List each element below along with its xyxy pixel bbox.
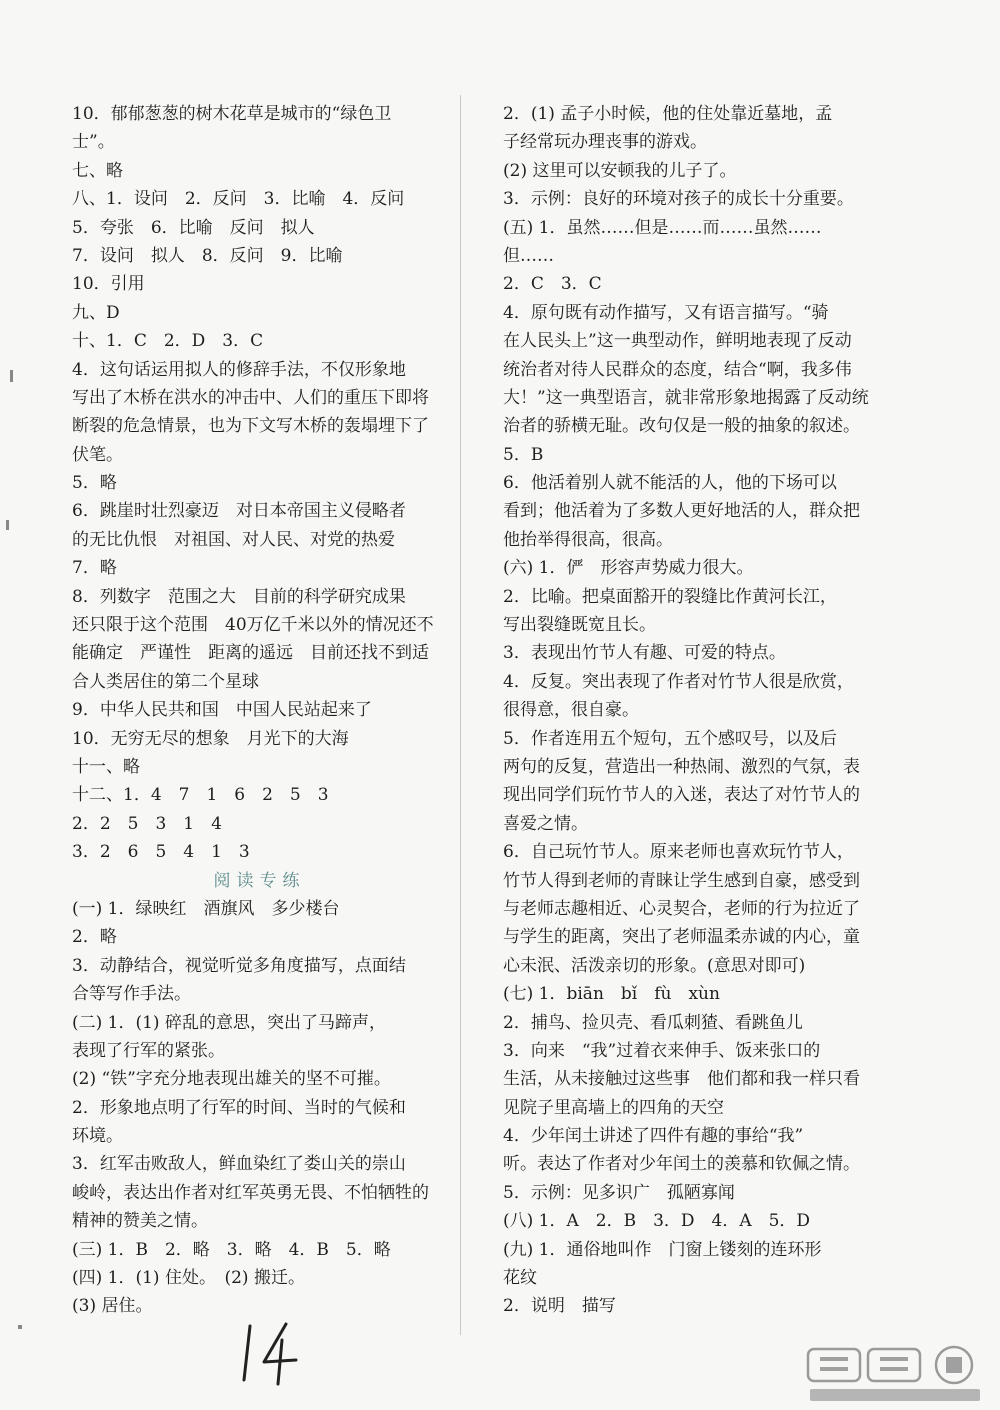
answer-line: 见院子里高墙上的四角的天空 xyxy=(503,1097,724,1118)
answer-line: (五) 1．虽然……但是……而……虽然…… xyxy=(503,217,822,238)
answer-line: 3．动静结合，视觉听觉多角度描写，点面结 xyxy=(72,955,406,976)
answer-line: 伏笔。 xyxy=(72,444,123,465)
answer-line: 4．这句话运用拟人的修辞手法，不仅形象地 xyxy=(72,359,406,380)
answer-line: 2．捕鸟、捡贝壳、看瓜刺猹、看跳鱼儿 xyxy=(503,1012,803,1033)
answer-line: 5．示例：见多识广 孤陋寡闻 xyxy=(503,1182,735,1203)
answer-line: 2．说明 描写 xyxy=(503,1296,616,1317)
answer-line: 4．反复。突出表现了作者对竹节人很是欣赏， xyxy=(503,671,854,692)
answer-line: 但…… xyxy=(503,245,554,266)
answer-line: 治者的骄横无耻。改句仅是一般的抽象的叙述。 xyxy=(503,416,860,437)
answer-line: 写出裂缝既宽且长。 xyxy=(503,615,656,636)
answer-line: 2．形象地点明了行军的时间、当时的气候和 xyxy=(72,1097,406,1118)
answer-line: 2．略 xyxy=(72,927,117,948)
answer-line: 在人民头上”这一典型动作，鲜明地表现了反动 xyxy=(503,331,852,352)
answer-line: 3．表现出竹节人有趣、可爱的特点。 xyxy=(503,643,786,664)
answer-line: 生活，从未接触过这些事 他们都和我一样只看 xyxy=(503,1069,860,1090)
answer-line: (3) 居住。 xyxy=(72,1296,153,1317)
scan-mark xyxy=(10,370,13,382)
answer-line: 精神的赞美之情。 xyxy=(72,1211,208,1232)
answer-line: (三) 1．B 2．略 3．略 4．B 5．略 xyxy=(72,1239,391,1260)
answer-line: 5．B xyxy=(503,444,544,465)
answer-line: 3．示例：良好的环境对孩子的成长十分重要。 xyxy=(503,189,854,210)
handwritten-page-number xyxy=(238,1318,308,1388)
answer-line: 两句的反复，营造出一种热闹、激烈的气氛，表 xyxy=(503,756,860,777)
answer-line: 环境。 xyxy=(72,1126,123,1147)
answer-line: 能确定 严谨性 距离的遥远 目前还找不到适 xyxy=(72,643,429,664)
answer-line: 6．跳崖时壮烈豪迈 对日本帝国主义侵略者 xyxy=(72,501,406,522)
right-column xyxy=(503,100,883,1321)
answer-line: 3．红军击败敌人，鲜血染红了娄山关的崇山 xyxy=(72,1154,406,1175)
answer-line: 与学生的距离，突出了老师温柔赤诚的内心，童 xyxy=(503,927,860,948)
answer-line: 统治者对待人民群众的态度，结合“啊，我多伟 xyxy=(503,359,852,380)
answer-line: 断裂的危急情景，也为下文写木桥的轰塌埋下了 xyxy=(72,416,429,437)
answer-line: (九) 1．通俗地叫作 门窗上镂刻的连环形 xyxy=(503,1239,822,1260)
answer-line: 他抬举得很高，很高。 xyxy=(503,529,673,550)
answer-line: 七、略 xyxy=(72,160,123,181)
answer-line: 心未泯、活泼亲切的形象。(意思对即可) xyxy=(503,955,806,976)
answer-line: 5．夸张 6．比喻 反问 拟人 xyxy=(72,217,315,238)
answer-line: (四) 1．(1) 住处。 (2) 搬迁。 xyxy=(72,1268,305,1289)
answer-line: 4．原句既有动作描写，又有语言描写。“骑 xyxy=(503,302,829,323)
answer-line: 6．他活着别人就不能活的人，他的下场可以 xyxy=(503,473,837,494)
answer-line: 6．自己玩竹节人。原来老师也喜欢玩竹节人， xyxy=(503,842,854,863)
answer-line: 9．中华人民共和国 中国人民站起来了 xyxy=(72,700,372,721)
answer-line: 十、1．C 2．D 3．C xyxy=(72,331,264,352)
answer-line: 十二、1．4 7 1 6 2 5 3 xyxy=(72,785,329,806)
answer-line: 表现了行军的紧张。 xyxy=(72,1040,225,1061)
scan-mark xyxy=(6,520,9,530)
answer-line: 10．无穷无尽的想象 月光下的大海 xyxy=(72,728,349,749)
answer-line: 合等写作手法。 xyxy=(72,984,191,1005)
answer-line: (八) 1．A 2．B 3．D 4．A 5．D xyxy=(503,1211,811,1232)
answer-line: 看到；他活着为了多数人更好地活的人，群众把 xyxy=(503,501,860,522)
answer-line: 3．向来 “我”过着衣来伸手、饭来张口的 xyxy=(503,1040,821,1061)
answer-line: 峻岭，表达出作者对红军英勇无畏、不怕牺牲的 xyxy=(72,1182,429,1203)
answer-line: 子经常玩办理丧事的游戏。 xyxy=(503,132,707,153)
column-divider xyxy=(460,95,461,1335)
answer-line: 4．少年闰土讲述了四件有趣的事给“我” xyxy=(503,1126,804,1147)
answer-line: (六) 1．俨 形容声势威力很大。 xyxy=(503,558,754,579)
answer-line: 十一、略 xyxy=(72,756,140,777)
answer-line: 大！”这一典型语言，就非常形象地揭露了反动统 xyxy=(503,387,869,408)
answer-line: 现出同学们玩竹节人的入迷，表达了对竹节人的 xyxy=(503,785,860,806)
answer-line: 7．设问 拟人 8．反问 9．比喻 xyxy=(72,245,343,266)
answer-line: 2．C 3．C xyxy=(503,274,602,295)
scan-mark xyxy=(18,1325,22,1329)
answer-line: 5．略 xyxy=(72,473,117,494)
answer-line: (七) 1．biān bǐ fù xùn xyxy=(503,984,720,1005)
answer-line: 与老师志趣相近、心灵契合，老师的行为拉近了 xyxy=(503,898,860,919)
answer-line: 8．列数字 范围之大 目前的科学研究成果 xyxy=(72,586,406,607)
answer-line: 10．引用 xyxy=(72,274,145,295)
answer-line: 2．2 5 3 1 4 xyxy=(72,813,222,834)
answer-line: (2) “铁”字充分地表现出雄关的坚不可摧。 xyxy=(72,1069,391,1090)
answer-line: 2．比喻。把桌面豁开的裂缝比作黄河长江， xyxy=(503,586,837,607)
answer-line: 竹节人得到老师的青睐让学生感到自豪，感受到 xyxy=(503,870,860,891)
answer-line: 3．2 6 5 4 1 3 xyxy=(72,842,250,863)
answer-line: 花纹 xyxy=(503,1268,537,1289)
answer-line: 合人类居住的第二个星球 xyxy=(72,671,259,692)
answer-line: 士”。 xyxy=(72,132,115,153)
answer-line: 写出了木桥在洪水的冲击中、人们的重压下即将 xyxy=(72,387,429,408)
answer-line: 5．作者连用五个短句，五个感叹号，以及后 xyxy=(503,728,837,749)
answer-line: 2．(1) 孟子小时候，他的住处靠近墓地，孟 xyxy=(503,104,833,124)
answer-line: 喜爱之情。 xyxy=(503,813,588,834)
answer-line: 10．郁郁葱葱的树木花草是城市的“绿色卫 xyxy=(72,104,392,124)
answer-line: 听。表达了作者对少年闰土的羡慕和钦佩之情。 xyxy=(503,1154,860,1175)
answer-line: (二) 1．(1) 碎乱的意思，突出了马蹄声， xyxy=(72,1012,386,1033)
answer-line: 的无比仇恨 对祖国、对人民、对党的热爱 xyxy=(72,529,395,550)
answer-line: 很得意，很自豪。 xyxy=(503,700,639,721)
watermark-logo xyxy=(800,1345,995,1405)
answer-line: 九、D xyxy=(72,302,120,323)
answer-line: (一) 1．绿映红 酒旗风 多少楼台 xyxy=(72,898,340,919)
answer-line: 八、1．设问 2．反问 3．比喻 4．反问 xyxy=(72,189,405,210)
left-column xyxy=(72,100,447,1321)
answer-line: 还只限于这个范围 40万亿千米以外的情况还不 xyxy=(72,615,434,636)
section-title: 阅读专练 xyxy=(213,870,306,891)
answer-line: (2) 这里可以安顿我的儿子了。 xyxy=(503,160,737,181)
answer-line: 7．略 xyxy=(72,558,117,579)
